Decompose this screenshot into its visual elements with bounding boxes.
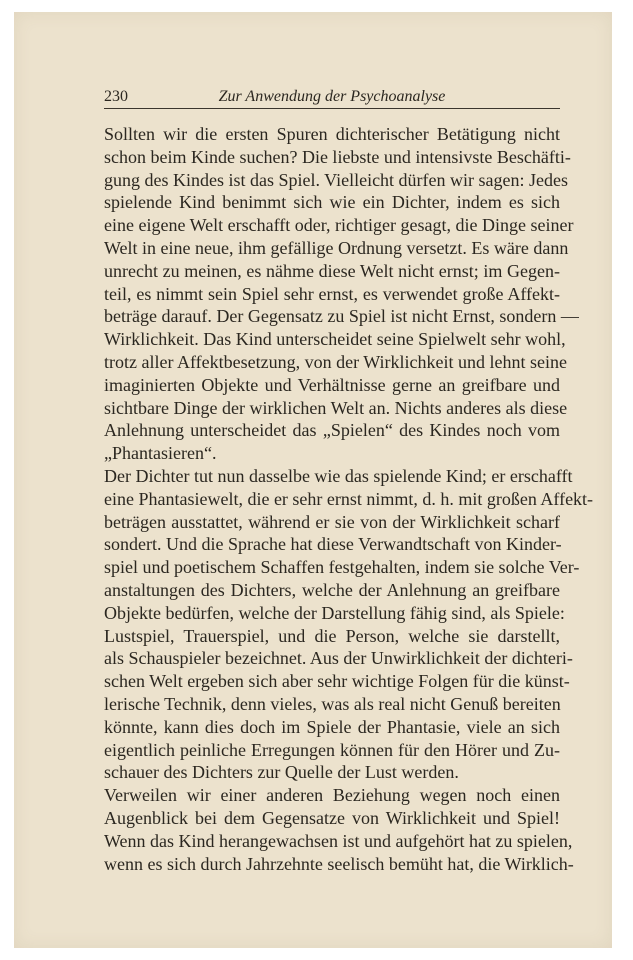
text-line: Verweilen wir einer anderen Beziehung wegen noch einen [104, 785, 560, 806]
text-line: schen Welt ergeben sich aber sehr wichtige Folgen für die künst- [104, 671, 570, 692]
text-line: Wenn das Kind herangewachsen ist und aufgehört hat zu spielen, [104, 830, 573, 851]
text-line: beträge darauf. Der Gegensatz zu Spiel ist nicht Ernst, sondern — [104, 306, 579, 327]
text-line: lerische Technik, denn vieles, was als real nicht Genuß bereiten [104, 693, 561, 714]
text-line: Der Dichter tut nun dasselbe wie das spielende Kind; er erschafft [104, 465, 573, 486]
body-text [104, 123, 594, 875]
text-line: Sollten wir die ersten Spuren dichterischer Betätigung nicht [104, 124, 560, 144]
text-line: teil, es nimmt sein Spiel sehr ernst, es verwendet große Affekt- [104, 283, 560, 304]
page-number: 230 [104, 88, 128, 105]
book-page [14, 12, 612, 948]
text-line: Anlehnung unterscheidet das „Spielen“ des Kindes noch vom [104, 420, 560, 441]
page-header [104, 78, 560, 109]
text-line: Objekte bedürfen, welche der Darstellung fähig sind, als Spiele: [104, 602, 565, 623]
text-line: Lustspiel, Trauerspiel, und die Person, welche sie darstellt, [104, 625, 560, 646]
text-line: eine Phantasiewelt, die er sehr ernst nimmt, d. h. mit großen Affekt- [104, 488, 594, 509]
text-line: „Phantasieren“. [104, 443, 217, 464]
text-line: spiel und poetischem Schaffen festgehalten, indem sie solche Ver- [104, 557, 580, 578]
text-line: wenn es sich durch Jahrzehnte seelisch bemüht hat, die Wirklich- [104, 853, 574, 874]
text-line: als Schauspieler bezeichnet. Aus der Unwirklichkeit der dichteri- [104, 648, 573, 669]
paragraph [104, 465, 594, 784]
text-line: beträgen ausstattet, während er sie von der Wirklichkeit scharf [104, 511, 560, 532]
text-line: schauer des Dichters zur Quelle der Lust werden. [104, 762, 459, 783]
paragraph [104, 784, 574, 875]
text-line: gung des Kindes ist das Spiel. Vielleicht dürfen wir sagen: Jedes [104, 169, 569, 190]
text-line: schon beim Kinde suchen? Die liebste und intensivste Beschäfti- [104, 146, 571, 167]
running-title: Zur Anwendung der Psychoanalyse [218, 88, 446, 105]
text-line: eigentlich peinliche Erregungen können für den Hörer und Zu- [104, 739, 560, 760]
text-line: spielende Kind benimmt sich wie ein Dichter, indem es sich [104, 192, 560, 213]
text-line: sondert. Und die Sprache hat diese Verwandtschaft von Kinder- [104, 534, 562, 555]
text-line: imaginierten Objekte und Verhältnisse gerne an greifbare und [104, 374, 560, 395]
text-line: eine eigene Welt erschafft oder, richtiger gesagt, die Dinge seiner [104, 215, 574, 236]
text-line: könnte, kann dies doch im Spiele der Phantasie, viele an sich [104, 716, 560, 737]
text-line: anstaltungen des Dichters, welche der Anlehnung an greifbare [104, 579, 560, 600]
text-line: sichtbare Dinge der wirklichen Welt an. Nichts anderes als diese [104, 397, 568, 418]
text-line: unrecht zu meinen, es nähme diese Welt nicht ernst; im Gegen- [104, 260, 560, 281]
text-line: Welt in eine neue, ihm gefällige Ordnung versetzt. Es wäre dann [104, 237, 569, 258]
text-line: trotz aller Affektbesetzung, von der Wirklichkeit und lehnt seine [104, 351, 567, 372]
paragraph [104, 123, 579, 465]
text-line: Augenblick bei dem Gegensatze von Wirklichkeit und Spiel! [104, 807, 560, 828]
text-line: Wirklichkeit. Das Kind unterscheidet seine Spielwelt sehr wohl, [104, 329, 566, 350]
